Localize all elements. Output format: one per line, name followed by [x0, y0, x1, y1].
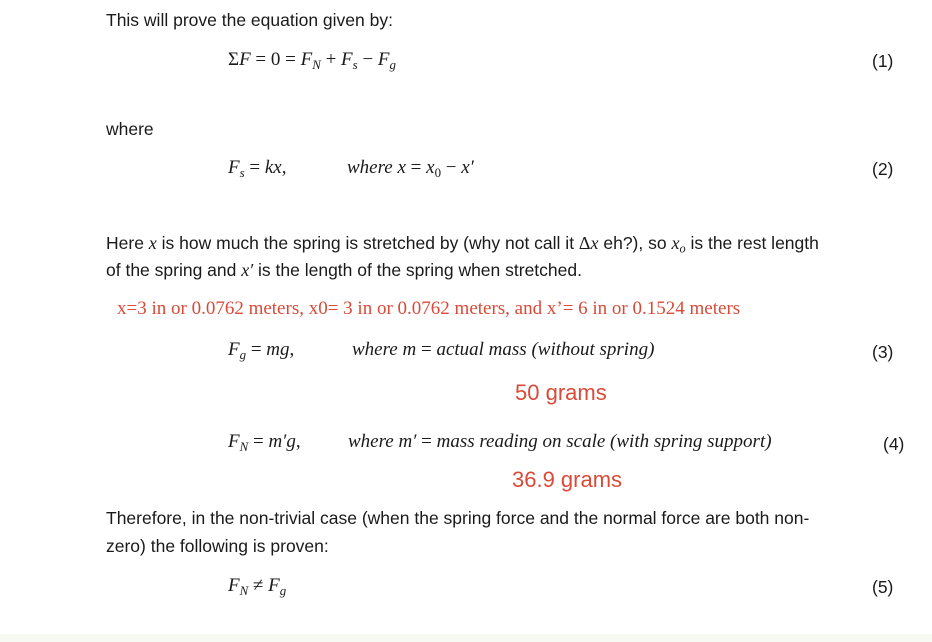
equation-2: $F_s$ = kx,: [228, 157, 287, 180]
equation-3-where: where: [352, 339, 398, 360]
page-bottom-band: [0, 634, 932, 642]
equation-4-number: (4): [883, 434, 905, 454]
explanation-line-2: [106, 260, 582, 281]
equation-5-number: (5): [872, 577, 894, 597]
equation-1-number: (1): [872, 51, 894, 71]
equation-2-number: (2): [872, 159, 894, 179]
equation-2-where: where: [347, 157, 393, 178]
explanation-line-1: [106, 233, 819, 254]
measurement-note: x=3 in or 0.0762 meters, x0= 3 in or 0.0762 meters, and x’= 6 in or 0.1524 meters: [117, 298, 741, 319]
intro-text: This will prove the equation given by:: [106, 10, 393, 30]
equation-4: $F_N = m'g$,: [228, 431, 301, 454]
var-delta-x: Δx: [578, 233, 599, 253]
conclusion-line-1: Therefore, in the non-trivial case (when the spring force and the normal force are both non-: [106, 508, 810, 528]
equation-5: $F_N \ne F_g$: [228, 575, 287, 598]
explanation-text: is the length of the spring when stretched.: [253, 260, 582, 280]
explanation-text: Here: [106, 233, 149, 253]
conclusion-line-2: zero) the following is proven:: [106, 536, 329, 556]
scale-value: 36.9 grams: [512, 467, 623, 492]
equation-3: $F_g$ = mg,: [228, 339, 295, 362]
equation-4-where: where: [348, 431, 394, 452]
equation-3-condition: where m = actual mass (without spring): [352, 339, 655, 360]
equation-3-number: (3): [872, 342, 894, 362]
mass-value: 50 grams: [515, 380, 607, 405]
var-x: x: [148, 233, 157, 253]
explanation-text: eh?), so: [598, 233, 672, 253]
explanation-text: of the spring and: [106, 260, 242, 280]
equation-2-condition: where $x = x_0 - x'$: [347, 157, 474, 180]
where-label: where: [106, 119, 154, 139]
var-x-prime: x′: [241, 260, 254, 280]
explanation-text: is how much the spring is stretched by (why not call it: [156, 233, 579, 253]
explanation-text: is the rest length: [685, 233, 819, 253]
var-x0: $x_o$: [671, 233, 686, 256]
equation-1: $\Sigma F = 0 = F_N + F_s - F_g$: [228, 49, 396, 72]
equation-4-condition: where m′ = mass reading on scale (with spring support): [348, 431, 772, 452]
equation-3-desc: actual mass (without spring): [436, 339, 655, 360]
equation-4-desc: mass reading on scale (with spring support): [436, 431, 772, 452]
